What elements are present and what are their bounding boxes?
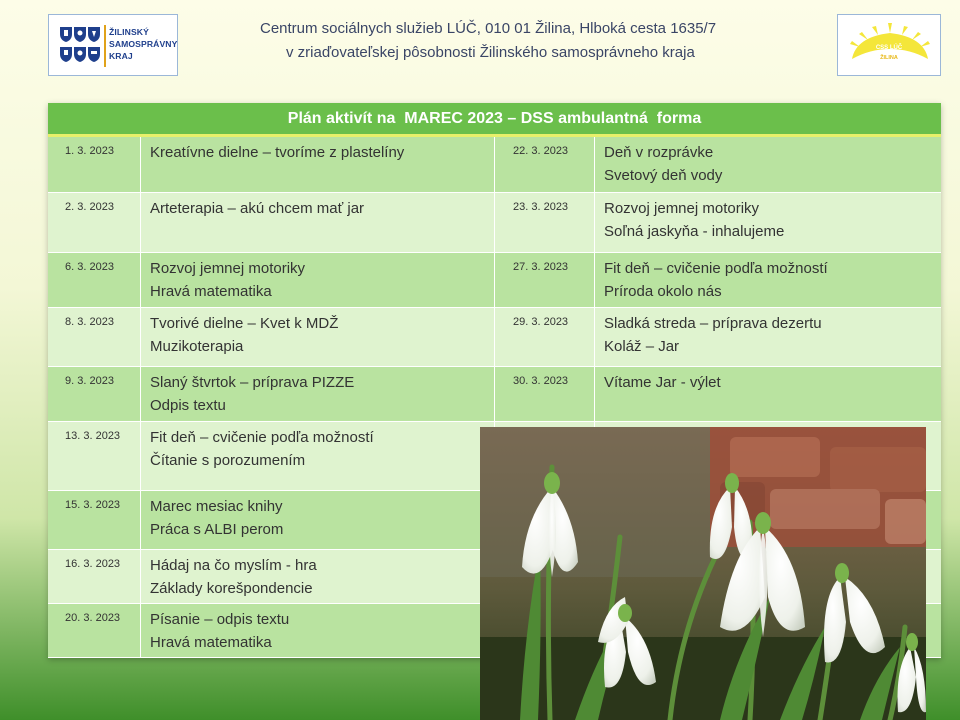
date-cell: 27. 3. 2023 <box>495 253 595 308</box>
activity-cell <box>595 193 941 253</box>
activity-line: Vítame Jar - výlet <box>604 374 721 391</box>
header-line-2: v zriaďovateľskej pôsobnosti Žilinského samosprávneho kraja <box>286 44 695 61</box>
activity-cell <box>141 308 495 367</box>
activity-cell <box>595 137 941 193</box>
date-cell: 16. 3. 2023 <box>48 550 141 604</box>
table-row <box>48 137 941 193</box>
activity-line: Rozvoj jemnej motoriky <box>604 200 760 217</box>
logo-divider <box>104 25 106 67</box>
date-cell: 8. 3. 2023 <box>48 308 141 367</box>
zsk-logo-text <box>109 26 177 62</box>
table-title: Plán aktivít na MAREC 2023 – DSS ambulantná forma <box>48 103 941 137</box>
date-cell: 15. 3. 2023 <box>48 491 141 550</box>
activity-cell <box>141 367 495 422</box>
activity-line: Písanie – odpis textu <box>150 611 290 628</box>
regional-emblems-icon <box>57 23 103 69</box>
activity-line: Fit deň – cvičenie podľa možností <box>150 429 374 446</box>
activity-line: Sladká streda – príprava dezertu <box>604 315 822 332</box>
logo-line: SAMOSPRÁVNY <box>109 39 178 49</box>
snowdrop-photo <box>480 427 926 720</box>
date-cell: 13. 3. 2023 <box>48 422 141 491</box>
header-line-1: Centrum sociálnych služieb LÚČ, 010 01 Žilina, Hlboká cesta 1635/7 <box>260 20 717 37</box>
date-cell: 20. 3. 2023 <box>48 604 141 658</box>
css-luc-logo <box>837 14 941 76</box>
logo-caption: CSS LÚČ <box>875 45 903 51</box>
table-row <box>48 193 941 253</box>
logo-line: ŽILINSKÝ <box>109 27 149 37</box>
table-row <box>48 253 941 308</box>
activity-line: Kreatívne dielne – tvoríme z plastelíny <box>150 144 405 161</box>
date-cell: 6. 3. 2023 <box>48 253 141 308</box>
activity-cell <box>141 491 495 550</box>
activity-line: Muzikoterapia <box>150 338 244 355</box>
activity-line: Deň v rozprávke <box>604 144 714 161</box>
activity-line: Odpis textu <box>150 397 226 414</box>
activity-cell <box>595 253 941 308</box>
activity-cell <box>595 367 941 422</box>
activity-cell <box>141 137 495 193</box>
date-cell: 29. 3. 2023 <box>495 308 595 367</box>
table-row <box>48 308 941 367</box>
activity-line: Koláž – Jar <box>604 338 680 355</box>
activity-line: Tvorivé dielne – Kvet k MDŽ <box>150 315 339 332</box>
activity-line: Hádaj na čo myslím - hra <box>150 557 317 574</box>
date-cell: 2. 3. 2023 <box>48 193 141 253</box>
activity-line: Hravá matematika <box>150 283 272 300</box>
activity-line: Marec mesiac knihy <box>150 498 283 515</box>
activity-cell <box>595 308 941 367</box>
activity-line: Práca s ALBI perom <box>150 521 284 538</box>
date-cell: 1. 3. 2023 <box>48 137 141 193</box>
date-cell: 22. 3. 2023 <box>495 137 595 193</box>
activity-line: Soľná jaskyňa - inhalujeme <box>604 223 785 240</box>
activity-cell <box>141 193 495 253</box>
date-cell: 9. 3. 2023 <box>48 367 141 422</box>
logo-caption-city: ŽILINA <box>880 55 898 61</box>
activity-cell <box>141 422 495 491</box>
activity-line: Rozvoj jemnej motoriky <box>150 260 306 277</box>
activity-cell <box>141 604 495 658</box>
activity-line: Fit deň – cvičenie podľa možností <box>604 260 828 277</box>
activity-line: Arteterapia – akú chcem mať jar <box>150 200 365 217</box>
activity-line: Čítanie s porozumením <box>150 452 306 469</box>
activity-line: Základy korešpondencie <box>150 580 313 597</box>
activity-cell <box>141 253 495 308</box>
zsk-logo <box>48 14 178 76</box>
date-cell: 30. 3. 2023 <box>495 367 595 422</box>
activity-line: Slaný štvrtok – príprava PIZZE <box>150 374 355 391</box>
activity-line: Príroda okolo nás <box>604 283 722 300</box>
date-cell: 23. 3. 2023 <box>495 193 595 253</box>
activity-cell <box>141 550 495 604</box>
table-row <box>48 367 941 422</box>
logo-line: KRAJ <box>109 51 133 61</box>
activity-line: Hravá matematika <box>150 634 272 651</box>
activity-line: Svetový deň vody <box>604 167 723 184</box>
